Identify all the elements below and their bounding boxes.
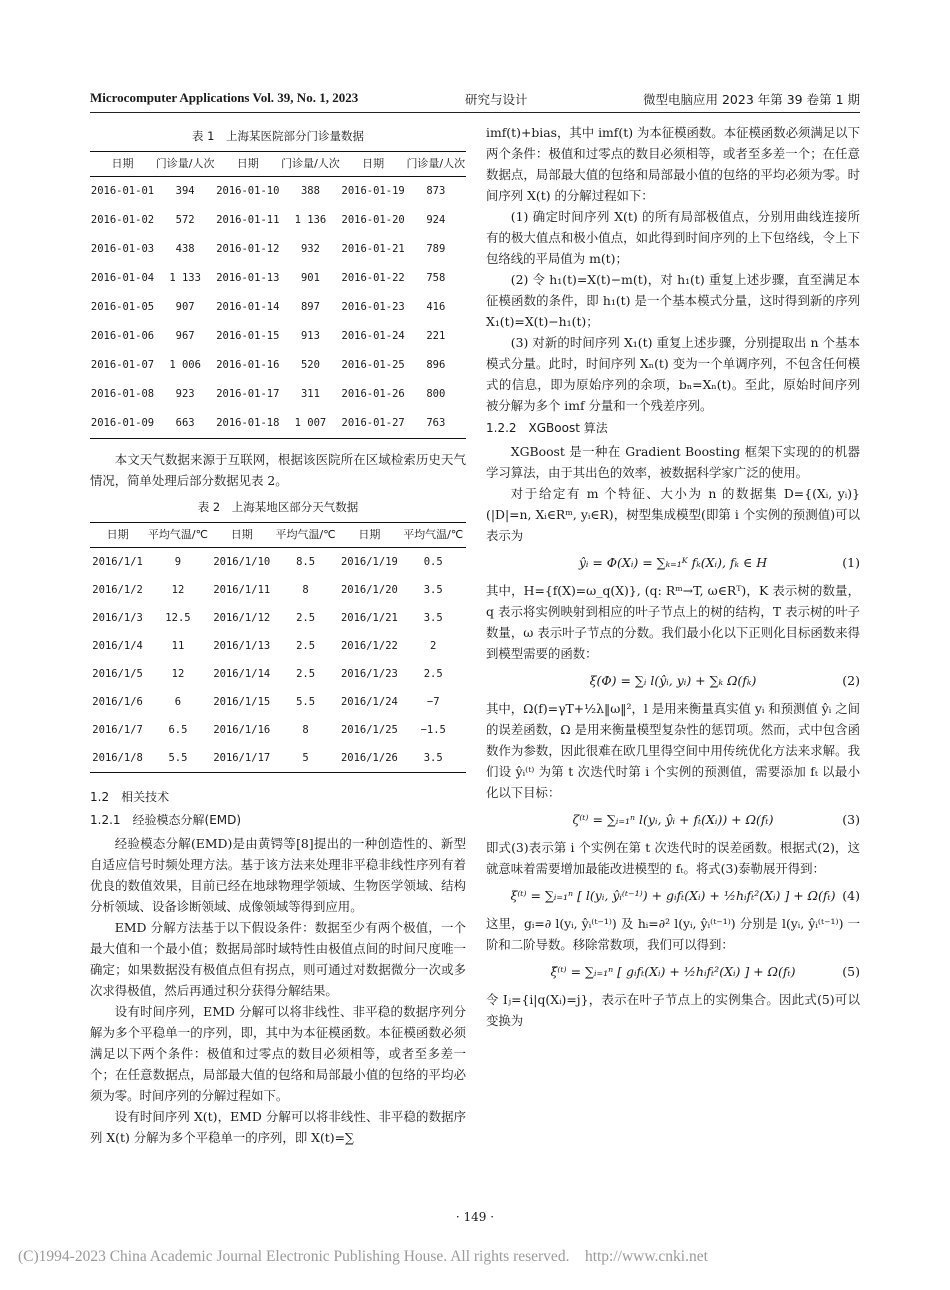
header-journal-en: Microcomputer Applications Vol. 39, No. 1, 2023	[90, 90, 359, 105]
table-cell: 221	[426, 330, 446, 342]
table-cell: 520	[300, 359, 320, 371]
table-cell: 763	[426, 417, 446, 429]
equation-3	[486, 809, 860, 831]
table-cell: 2016/1/23	[340, 667, 398, 680]
table-cell: 2016-01-23	[341, 301, 405, 313]
table-cell: 2016-01-12	[216, 243, 280, 255]
paragraph: XGBoost 是一种在 Gradient Boosting 框架下实现的的机器学习算法，由于其出色的效率，被数据科学家广泛的使用。	[486, 444, 860, 480]
table-cell: 2016/1/8	[92, 751, 143, 764]
table-cell: 967	[175, 330, 195, 342]
table-cell: 3.5	[423, 611, 443, 624]
table-cell: 394	[175, 185, 195, 197]
table-header-cell: 日期	[106, 528, 129, 541]
table-cell: 2016/1/17	[213, 751, 271, 764]
equation-1	[486, 552, 860, 574]
table-cell: 388	[300, 185, 320, 197]
right-column	[486, 122, 860, 1031]
table-cell: −1.5	[420, 723, 446, 736]
table-cell: 2016/1/15	[213, 695, 271, 708]
table-cell: 2016-01-02	[90, 214, 155, 226]
table-cell: 2016-01-06	[90, 330, 155, 342]
header-section: 研究与设计	[465, 92, 528, 107]
table-cell: 416	[426, 301, 446, 313]
paragraph: 其中，Ω(f)=γT+½λ‖ω‖²，l 是用来衡量真实值 yᵢ 和预测值 ŷᵢ 之间的误差函数，Ω 是用来衡量模型复杂性的惩罚项。然而，式中包含函数作为参数，因此很难在欧几里得空间中用传统优化方法来求解。我们设 ŷᵢ⁽ᵗ⁾ 为第 t 次迭代时第 i 个实例的预测值，需要添加 fₜ 以最小化以下目标：	[486, 701, 860, 800]
table-cell: 2016/1/10	[213, 555, 271, 568]
table-cell: 2.5	[296, 639, 316, 652]
table-cell: 2016/1/13	[213, 639, 271, 652]
running-header	[90, 90, 860, 112]
table2-caption: 表 2 上海某地区部分天气数据	[197, 500, 359, 514]
table1-caption: 表 1 上海某医院部分门诊量数据	[192, 129, 364, 143]
table-cell: 896	[426, 359, 446, 371]
left-column	[90, 120, 466, 1148]
table-row	[90, 548, 466, 577]
table-cell: 8.5	[296, 555, 316, 568]
table-cell: 2016-01-08	[90, 388, 155, 400]
equation-3-number: (3)	[842, 812, 860, 827]
table-cell: 2016-01-09	[90, 417, 155, 429]
section-heading-1-2-2: 1.2.2 XGBoost 算法	[486, 421, 608, 435]
table-cell: 2016-01-24	[341, 330, 405, 342]
table-cell: 6	[174, 695, 182, 708]
table-cell: 2016-01-15	[216, 330, 280, 342]
equation-5-number: (5)	[842, 964, 860, 979]
table-row	[90, 688, 466, 716]
table-header-cell: 日期	[236, 157, 259, 170]
paragraph: 对于给定有 m 个特征、大小为 n 的数据集 D={(Xᵢ, yᵢ)}(|D|=n, Xᵢ∈Rᵐ, yᵢ∈R)，树型集成模型(即第 i 个实例的预测值)可以表示为	[486, 486, 860, 543]
table-cell: 2016/1/25	[340, 723, 398, 736]
table-cell: 924	[426, 214, 446, 226]
table-header-cell: 日期	[358, 528, 381, 541]
table-cell: 2016/1/24	[340, 695, 398, 708]
table-cell: 2	[430, 639, 437, 652]
table-cell: 2016/1/6	[92, 695, 143, 708]
equation-4-number: (4)	[842, 888, 860, 903]
table-cell: 897	[300, 301, 320, 313]
table-header-cell: 日期	[111, 157, 134, 170]
table-cell: 2016-01-04	[90, 272, 155, 284]
paragraph: 这里，gᵢ=∂ l(yᵢ, ŷᵢ⁽ᵗ⁻¹⁾) 及 hᵢ=∂² l(yᵢ, ŷᵢ⁽ᵗ⁻¹⁾) 分别是 l(yᵢ, ŷᵢ⁽ᵗ⁻¹⁾) 一阶和二阶导数。移除常数项，我们可以得到：	[486, 916, 860, 952]
table-cell: 2016-01-05	[90, 301, 155, 313]
table-row	[90, 632, 466, 660]
page-number: · 149 ·	[455, 1210, 495, 1224]
table-cell: 2016/1/19	[340, 555, 398, 568]
table-cell: 2016-01-18	[216, 417, 280, 429]
paragraph: (2) 令 h₁(t)=X(t)−m(t)，对 h₁(t) 重复上述步骤，直至满足本征模函数的条件，即 h₁(t) 是一个基本模式分量，这时得到新的序列 X₁(t)=X(t)−h₁(t)；	[486, 272, 860, 329]
table-header-cell: 平均气温/℃	[275, 528, 336, 541]
table-cell: 5.5	[296, 695, 316, 708]
table-cell: 2016-01-07	[90, 359, 155, 371]
paragraph: EMD 分解方法基于以下假设条件：数据至少有两个极值，一个最大值和一个最小值；数据局部时域特性由极值点间的时间尺度唯一确定；如果数据没有极值点但有拐点，则可通过对数据微分一次或多次求得极值，然后再通过积分获得分解结果。	[90, 920, 466, 998]
table-cell: 2016/1/20	[340, 583, 398, 596]
section-heading-1-2: 1.2 相关技术	[90, 790, 170, 804]
table-header-cell: 平均气温/℃	[403, 528, 464, 541]
table-row	[90, 380, 466, 409]
equation-1-body: ŷᵢ = Φ(Xᵢ) = ∑ₖ₌₁ᴷ fₖ(Xᵢ), fₖ ∈ H	[578, 555, 768, 570]
table-row	[90, 409, 466, 439]
paragraph-weather: 本文天气数据来源于互联网，根据该医院所在区域检索历史天气情况，简单处理后部分数据见表 2。	[90, 452, 466, 488]
table-cell: 2016-01-14	[216, 301, 280, 313]
table-cell: 2016/1/11	[213, 583, 271, 596]
header-journal-cn: 微型电脑应用 2023 年第 39 卷第 1 期	[642, 92, 860, 107]
table-row	[90, 660, 466, 688]
paragraph: imf(t)+bias，其中 imf(t) 为本征模函数。本征模函数必须满足以下两个条件：极值和过零点的数目必须相等，或者至多差一个；在任意数据点，局部最大值的包络和局部最小值的包络的平均必须为零。时间序列 X(t) 的分解过程如下：	[486, 125, 860, 203]
table-cell: 2016/1/14	[213, 667, 271, 680]
table-header-cell: 日期	[362, 157, 385, 170]
table-cell: 2016-01-27	[341, 417, 405, 429]
table-cell: 2016-01-25	[341, 359, 405, 371]
table-cell: 12	[171, 583, 185, 596]
table-cell: 12	[171, 667, 185, 680]
table-cell: 2016/1/22	[340, 639, 398, 652]
table-cell: 5	[302, 751, 309, 764]
copyright-notice: (C)1994-2023 China Academic Journal Electronic Publishing House. All rights reserved. http://www.cnki.net	[18, 1248, 708, 1265]
table-cell: 12.5	[165, 611, 191, 624]
table-cell: 2016/1/5	[92, 667, 143, 680]
table-cell: 2016-01-16	[216, 359, 280, 371]
table-header-cell: 门诊量/人次	[406, 157, 466, 170]
table-row	[90, 206, 466, 235]
paragraph: (1) 确定时间序列 X(t) 的所有局部极值点，分别用曲线连接所有的极大值点和极小值点，如此得到时间序列的上下包络线，令上下包络线的平局值为 m(t)；	[486, 209, 860, 266]
table-cell: 8	[302, 723, 309, 736]
table1	[90, 151, 466, 439]
table-cell: 2016/1/16	[213, 723, 271, 736]
table-header-cell: 门诊量/人次	[281, 157, 340, 170]
table-cell: 901	[300, 272, 320, 284]
table-cell: 800	[426, 388, 446, 400]
table-cell: 3.5	[423, 751, 443, 764]
table-row	[90, 576, 466, 604]
table-cell: 2016-01-10	[216, 185, 280, 197]
table-cell: 2016/1/1	[92, 555, 143, 568]
table-cell: 2016-01-03	[90, 243, 155, 255]
table-cell: 2016/1/26	[340, 751, 398, 764]
table-cell: 5.5	[168, 751, 188, 764]
paragraph: 经验模态分解(EMD)是由黄锷等[8]提出的一种创造性的、新型自适应信号时频处理方法。基于该方法来处理非平稳非线性序列有着优良的数值效果，目前已经在地球物理学领域、生物医学领域、结构分析领域、设备诊断领域、成像领域等得到应用。	[90, 836, 466, 914]
paragraph: (3) 对新的时间序列 X₁(t) 重复上述步骤，分别提取出 n 个基本模式分量。此时，时间序列 Xₙ(t) 变为一个单调序列，不包含任何模式的信息，即为原始序列的余项，bₙ=Xₙ(t)。至此，原始时间序列被分解为多个 imf 分量和一个残差序列。	[486, 335, 860, 413]
table-row	[90, 235, 466, 264]
table-cell: 1 007	[294, 417, 327, 429]
table-cell: 789	[426, 243, 446, 255]
table-cell: 758	[426, 272, 446, 284]
table-cell: 2016-01-01	[90, 185, 155, 197]
equation-2	[486, 670, 860, 692]
equation-4-body: ξ⁽ᵗ⁾ = ∑ᵢ₌₁ⁿ [ l(yᵢ, ŷᵢ⁽ᵗ⁻¹⁾) + gᵢfₜ(Xᵢ) + ½hᵢfₜ²(Xᵢ) ] + Ω(fₜ)	[510, 888, 836, 903]
table-cell: 1 133	[169, 272, 201, 284]
equation-5-body: ξ̃⁽ᵗ⁾ = ∑ᵢ₌₁ⁿ [ gᵢfₜ(Xᵢ) + ½hᵢfₜ²(Xᵢ) ] + Ω(fₜ)	[550, 964, 796, 979]
paragraph: 设有时间序列，EMD 分解可以将非线性、非平稳的数据序列分解为多个平稳单一的序列，即，其中为本征模函数。本征模函数必须满足以下两个条件：极值和过零点的数目必须相等，或者至多差一个；在任意数据点，局部最大值的包络和局部最小值的包络的平均必须为零。时间序列的分解过程如下。	[90, 1004, 466, 1103]
section-heading-1-2-1: 1.2.1 经验模态分解(EMD)	[90, 813, 242, 827]
paragraph: 令 Iⱼ={i|q(Xᵢ)=j}，表示在叶子节点上的实例集合。因此式(5)可以变换为	[486, 992, 860, 1028]
table-cell: 6.5	[168, 723, 188, 736]
table-cell: 572	[175, 214, 195, 226]
paragraph: 其中，H={f(X)=ω_q(X)}, (q: Rᵐ→T, ω∈Rᵀ)，K 表示树的数量，q 表示将实例映射到相应的叶子节点上的树的结构，T 表示树的叶子数量，ω 表示叶子节点的分数。我们最小化以下正则化目标函数来得到模型需要的函数：	[486, 583, 860, 661]
table-cell: 923	[175, 388, 195, 400]
table-cell: 2016-01-22	[341, 272, 405, 284]
table-cell: 873	[426, 185, 446, 197]
table-cell: 8	[302, 583, 309, 596]
table-cell: 9	[174, 555, 182, 568]
table-row	[90, 322, 466, 351]
table-cell: 2016-01-11	[216, 214, 280, 226]
table-row	[90, 604, 466, 632]
table-cell: 438	[175, 243, 195, 255]
paragraph: 即式(3)表示第 i 个实例在第 t 次迭代时的误差函数。根据式(2)，这就意味着需要增加最能改进模型的 fₜ。将式(3)泰勒展开得到：	[486, 840, 860, 876]
equation-2-body: ξ(Φ) = ∑ᵢ l(ŷᵢ, yᵢ) + ∑ₖ Ω(fₖ)	[589, 673, 757, 688]
table-cell: 1 006	[169, 359, 201, 371]
table-header-cell: 平均气温/℃	[147, 528, 208, 541]
table-cell: 907	[175, 301, 195, 313]
table-cell: 2016/1/7	[92, 723, 143, 736]
table-cell: 3.5	[423, 583, 443, 596]
paragraph: 设有时间序列 X(t)，EMD 分解可以将非线性、非平稳的数据序列 X(t) 分解为多个平稳单一的序列，即 X(t)=∑	[90, 1109, 466, 1145]
table-cell: 2016-01-13	[216, 272, 280, 284]
table-cell: 2016/1/2	[92, 583, 143, 596]
table-cell: 2016/1/12	[213, 611, 271, 624]
table-row	[90, 293, 466, 322]
table2	[90, 522, 466, 773]
table-cell: 2016/1/4	[92, 639, 143, 652]
table-row	[90, 716, 466, 744]
equation-4	[486, 885, 860, 907]
equation-5	[486, 961, 860, 983]
table-cell: 2016-01-26	[341, 388, 405, 400]
table-cell: 2.5	[296, 611, 316, 624]
table-cell: 2016-01-17	[216, 388, 280, 400]
table-cell: 0.5	[423, 555, 443, 568]
table-header-cell: 日期	[230, 528, 253, 541]
table-cell: 311	[300, 388, 320, 400]
table-row	[90, 264, 466, 293]
equation-1-number: (1)	[842, 555, 860, 570]
table-cell: 2.5	[423, 667, 443, 680]
table-cell: 663	[175, 417, 195, 429]
table-cell: 2016/1/3	[92, 611, 143, 624]
equation-3-body: ζ⁽ᵗ⁾ = ∑ᵢ₌₁ⁿ l(yᵢ, ŷᵢ + fₜ(Xᵢ)) + Ω(fₜ)	[572, 812, 774, 827]
table-cell: 2016/1/21	[340, 611, 398, 624]
table-cell: 2016-01-19	[341, 185, 405, 197]
table-cell: 11	[171, 639, 185, 652]
table-row	[90, 351, 466, 380]
table-cell: 2016-01-21	[341, 243, 405, 255]
table-cell: −7	[426, 695, 440, 708]
equation-2-number: (2)	[842, 673, 860, 688]
table-cell: 913	[300, 330, 320, 342]
table-cell: 932	[300, 243, 320, 255]
table-cell: 1 136	[294, 214, 327, 226]
table-row	[90, 744, 466, 773]
table-cell: 2016-01-20	[341, 214, 405, 226]
header-rule	[90, 112, 860, 113]
table-row	[90, 177, 466, 207]
table-cell: 2.5	[296, 667, 316, 680]
table-header-cell: 门诊量/人次	[155, 157, 215, 170]
